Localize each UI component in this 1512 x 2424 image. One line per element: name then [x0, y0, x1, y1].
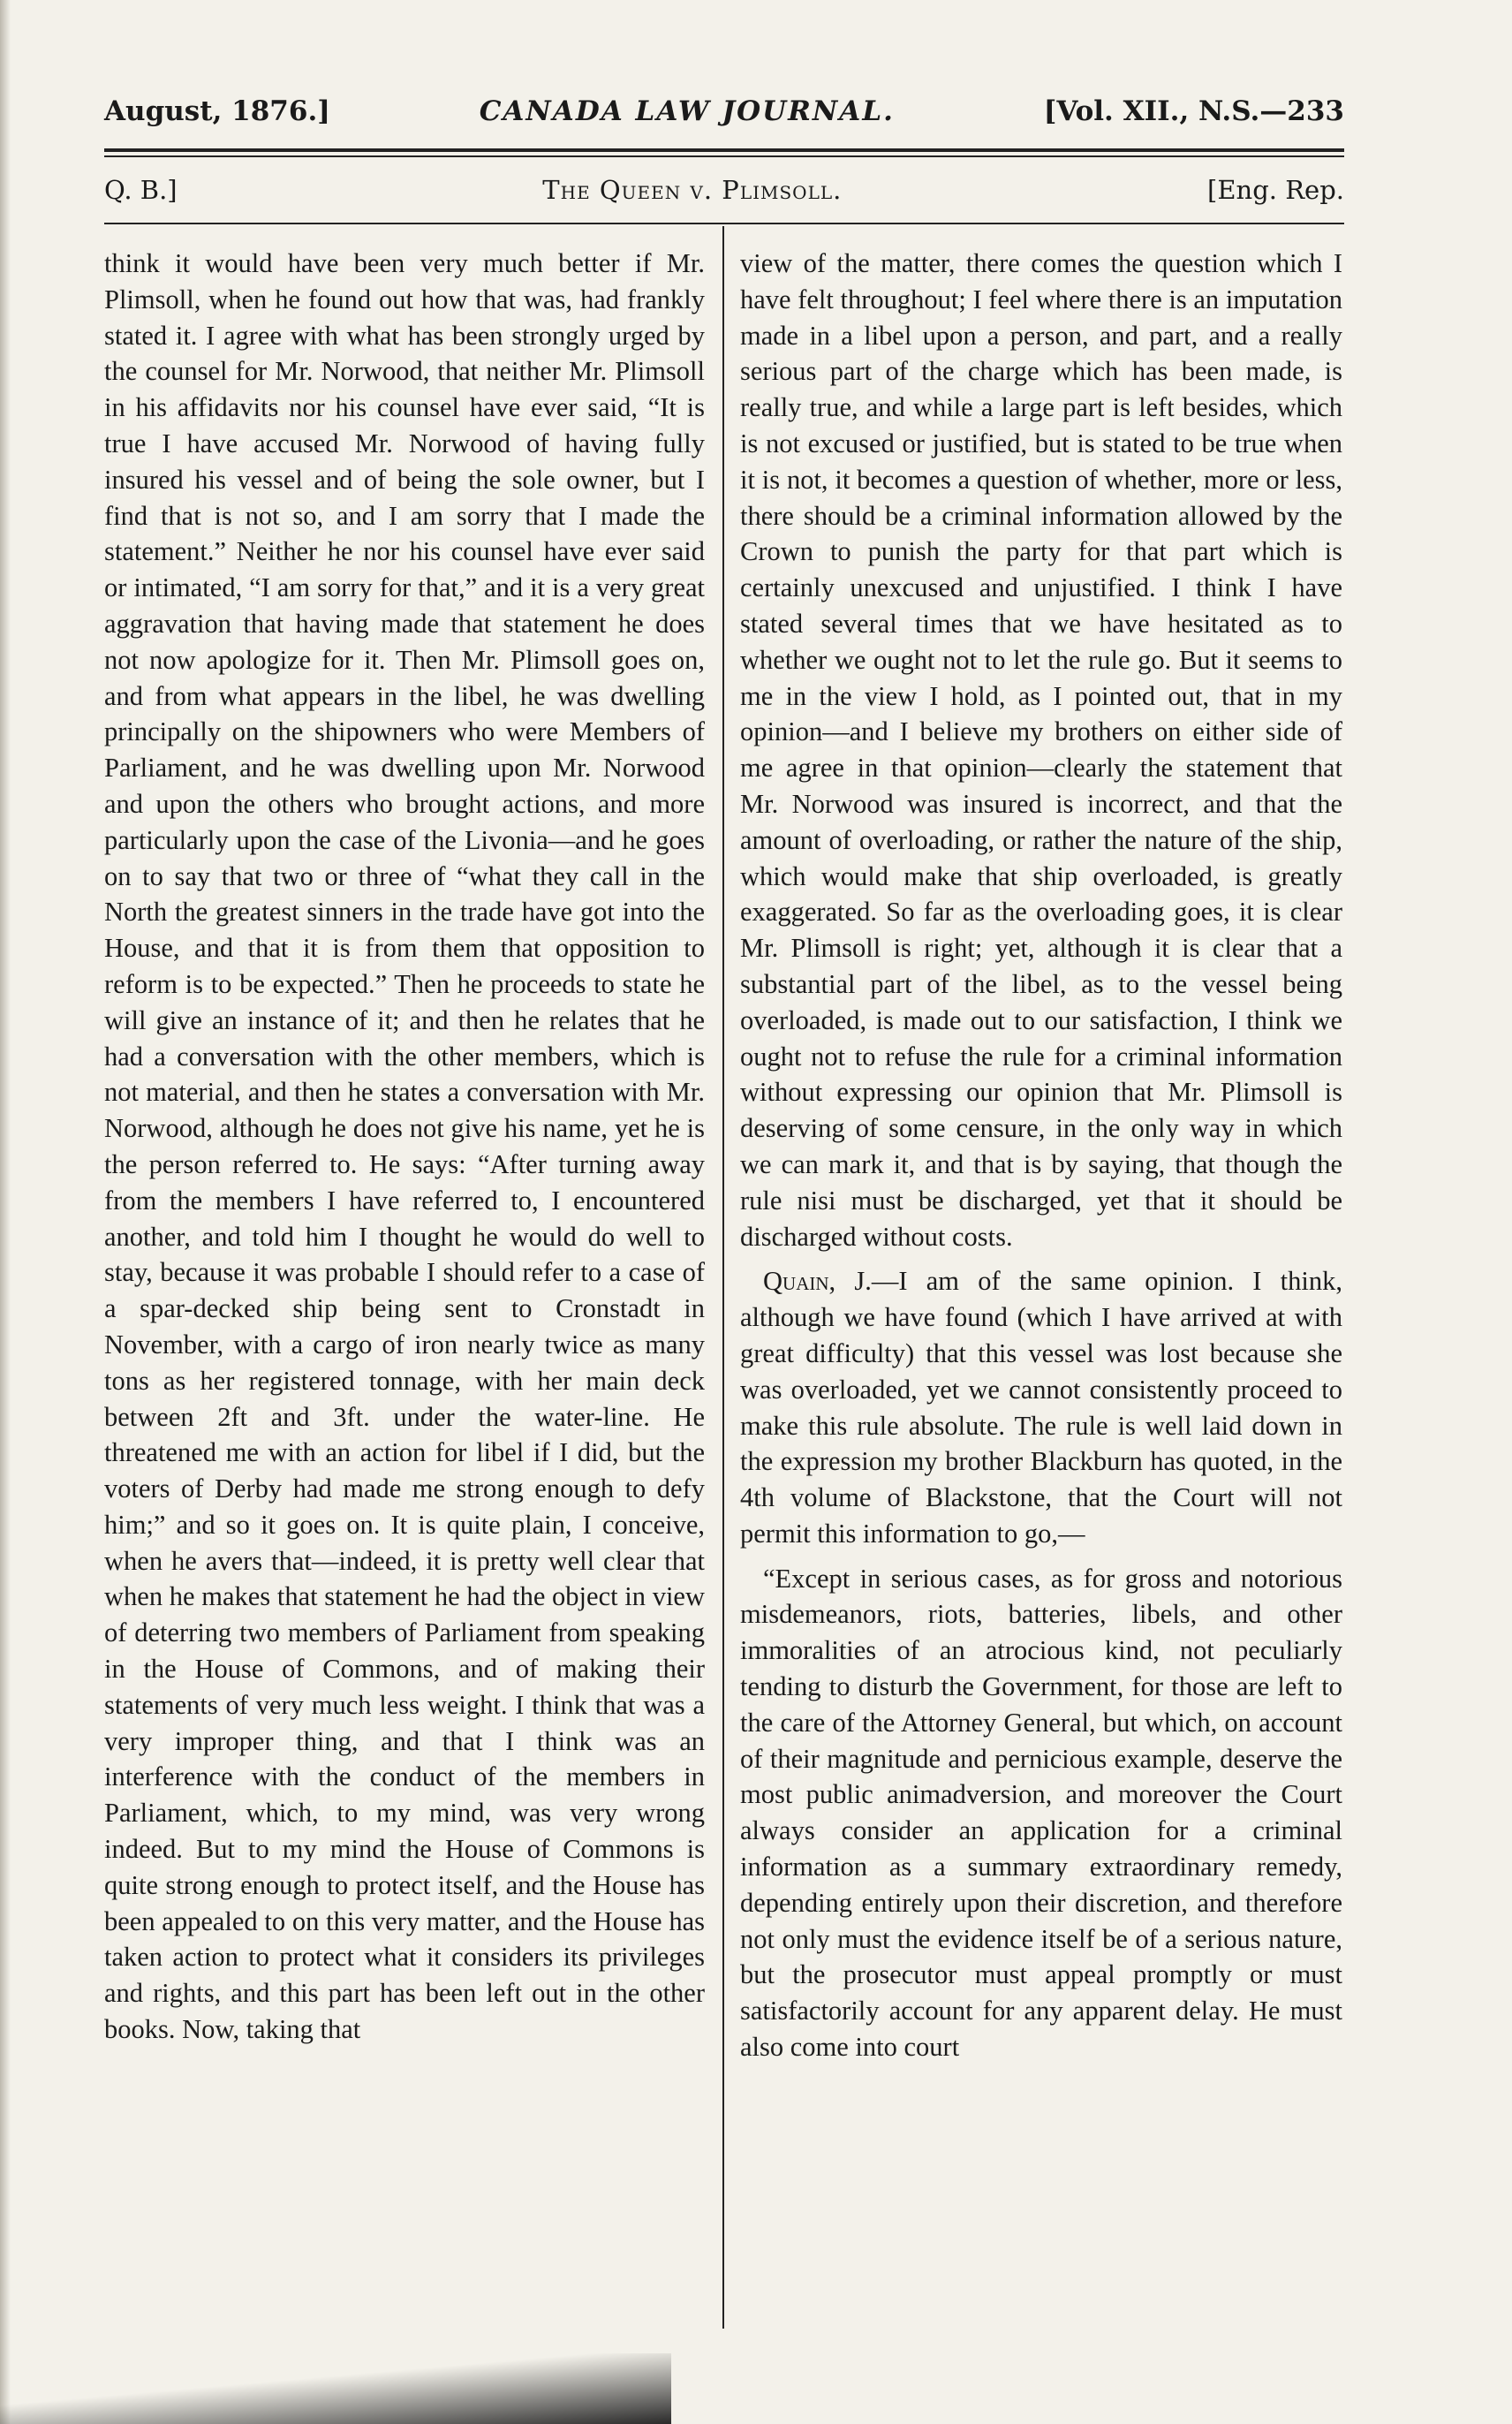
running-header [104, 95, 1344, 140]
court-abbrev: Q. B.] [104, 175, 178, 205]
column-divider [722, 226, 724, 2329]
body-paragraph: view of the matter, there comes the question which I have felt throughout; I feel where there is an imputation made in a libel upon a person, and part, and a really serious part of the charge which has been made, is really true, and while a large part is left besides, which is not excused or justified, but is stated to be true when it is not, it becomes a question of whether, more or less, there should be a criminal information allowed by the Crown to punish the party for that part which is certainly unexcused and unjustified. I think I have stated several times that we have hesitated as to whether we ought not to let the rule go. But it seems to me in the view I hold, as I pointed out, that in my opinion—and I believe my brothers on either side of me agree in that opinion—clearly the statement that Mr. Norwood was insured is incorrect, and that the amount of overloading, or rather the nature of the ship, which would make that ship overloaded, is greatly exaggerated. So far as the overloading goes, it is clear Mr. Plimsoll is right; yet, although it is clear that a substantial part of the libel, as to the vessel being overloaded, is made out to our satisfaction, I think we ought not to refuse the rule for a criminal information without expressing our opinion that Mr. Plimsoll is deserving of some censure, in the only way in which we can mark it, and that is by saying, that though the rule nisi must be discharged, yet that it should be discharged without costs. [740, 248, 1342, 1252]
judge-opinion-paragraph [740, 1263, 1342, 1551]
case-header-rule [104, 223, 1344, 224]
report-type: [Eng. Rep. [1207, 175, 1344, 205]
body-paragraph: think it would have been very much better if Mr. Plimsoll, when he found out how that was, had frankly stated it. I agree with what has been strongly urged by the counsel for Mr. Norwood, that neither Mr. Plimsoll in his affidavits nor his counsel have ever said, “It is true I have accused Mr. Norwood of having fully insured his vessel and of being the sole owner, but I find that is not so, and I am sorry that I made the statement.” Neither he nor his counsel have ever said or intimated, “I am sorry for that,” and it is a very great aggravation that having made that statement he does not now apologize for it. Then Mr. Plimsoll goes on, and from what appears in the libel, he was dwelling principally on the shipowners who were Members of Parliament, and he was dwelling upon Mr. Norwood and upon the others who brought actions, and more particularly upon the case of the Livonia—and he goes on to say that two or three of “what they call in the North the greatest sinners in the trade have got into the House, and that it is from them that opposition to reform is to be expected.” Then he proceeds to state he will give an instance of it; and then he relates that he had a conversation with the other members, which is not material, and then he states a conversation with Mr. Norwood, although he does not give his name, yet he is the person referred to. He says: “After turning away from the members I have referred to, I encountered another, and told him I thought he would do well to stay, because it was probable I should refer to a case of a spar-decked ship being sent to Cronstadt in November, with a cargo of iron nearly twice as many tons as her registered tonnage, with her main deck between 2ft and 3ft. under the water-line. He threatened me with an action for libel if I did, but the voters of Derby had made me strong enough to defy him;” and so it goes on. It is quite plain, I conceive, when he avers that—indeed, it is pretty well clear that when he makes that statement he had the object in view of deterring two members of Parliament from speaking in the House of Commons, and of making their statements of very much less weight. I think that was a very improper thing, and that I think was an interference with the conduct of the members in Parliament, which, to my mind, was very wrong indeed. But to my mind the House of Commons is quite strong enough to protect itself, and the House has been appealed to on this very matter, and the House has taken action to protect what it considers its privileges and rights, and this part has been left out in the other books. Now, taking that [104, 248, 705, 2045]
case-title: The Queen v. Plimsoll. [542, 175, 843, 205]
judge-name: Quain, J. [763, 1266, 872, 1297]
header-rule-thick [104, 148, 1344, 152]
header-rule-thin [104, 155, 1344, 157]
journal-title: CANADA LAW JOURNAL. [479, 95, 895, 127]
right-column [740, 246, 1342, 2065]
page-edge-shadow [0, 0, 11, 2424]
volume-page: [Vol. XII., N.S.—233 [1043, 95, 1344, 127]
issue-date: August, 1876.] [104, 95, 330, 127]
quotation-paragraph: “Except in serious cases, as for gross and notorious misdemeanors, riots, batteries, libels, and other immoralities of an atrocious kind, not peculiarly tending to disturb the Government, for those are left to the care of the Attorney General, but which, on account of their magnitude and pernicious example, deserve the most public animadversion, and moreover the Court always consider an application for a criminal information as a summary extraordinary remedy, depending entirely upon their discretion, and therefore not only must the evidence itself be of a serious nature, but the prosecutor must appeal promptly or must satisfactorily account for any apparent delay. He must also come into court [740, 1563, 1342, 2063]
left-column [104, 246, 705, 2048]
case-header [104, 175, 1344, 216]
opinion-text: —I am of the same opinion. I think, although we have found (which I have arrived at with great difficulty) that this vessel was lost because she was overloaded, yet we cannot consistently proceed to make this rule absolute. The rule is well laid down in the expression my brother Blackburn has quoted, in the 4th volume of Blackstone, that the Court will not permit this information to go,— [740, 1266, 1343, 1549]
scan-corner-shadow [0, 2353, 671, 2424]
